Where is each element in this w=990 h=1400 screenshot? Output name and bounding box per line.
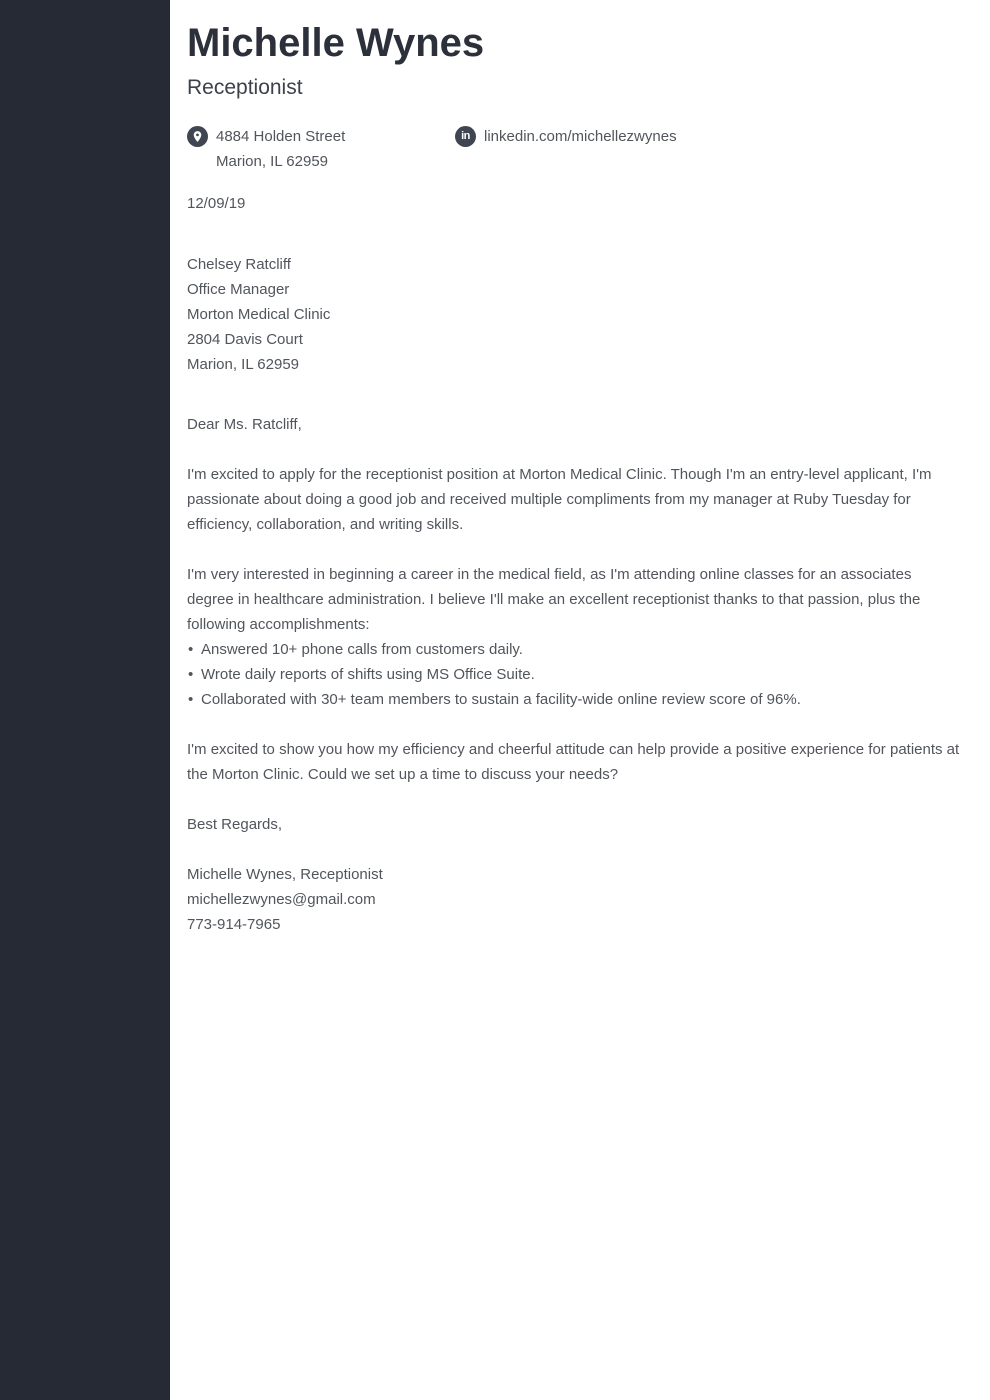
linkedin-icon [455, 126, 476, 147]
signature-name: Michelle Wynes, Receptionist [187, 866, 383, 883]
recipient-block [187, 252, 960, 377]
bullet-marker: • [188, 691, 194, 708]
signature-email: michellezwynes@gmail.com [187, 891, 376, 908]
accomplishment-item [187, 662, 960, 687]
applicant-job-title: Receptionist [187, 76, 303, 99]
contact-linkedin [455, 124, 677, 174]
accomplishments-list [187, 637, 960, 712]
salutation: Dear Ms. Ratcliff, [187, 416, 302, 433]
address-line-1: 4884 Holden Street [216, 128, 346, 145]
letter-date: 12/09/19 [187, 195, 246, 212]
linkedin-icon-glyph: in [461, 129, 470, 142]
recipient-name: Chelsey Ratcliff [187, 256, 291, 273]
cover-letter-page [170, 0, 990, 1400]
contact-row [187, 124, 960, 174]
recipient-street: 2804 Davis Court [187, 331, 303, 348]
signoff: Best Regards, [187, 816, 283, 833]
address-text [216, 124, 345, 174]
accomplishment-item [187, 687, 960, 712]
bullet-marker: • [188, 641, 194, 658]
paragraph-interest: I'm very interested in beginning a career in the medical field, as I'm attending online classes for an associates degree in healthcare administration. I believe I'll make an excellent receptionist thanks to that passion, plus the following accomplishments: [187, 566, 921, 633]
signature-block [187, 862, 960, 937]
linkedin-url-text: linkedin.com/michellezwynes [484, 128, 677, 145]
address-line-2: Marion, IL 62959 [216, 153, 329, 170]
applicant-name: Michelle Wynes [187, 21, 485, 65]
accomplishment-text: Collaborated with 30+ team members to sustain a facility-wide online review score of 96%. [201, 691, 801, 708]
paragraph-closing: I'm excited to show you how my efficiency and cheerful attitude can help provide a positive experience for patients at the Morton Clinic. Could we set up a time to discuss your needs? [187, 741, 960, 783]
bullet-marker: • [188, 666, 194, 683]
signature-phone: 773-914-7965 [187, 916, 281, 933]
accomplishment-text: Wrote daily reports of shifts using MS Office Suite. [201, 666, 535, 683]
location-pin-icon [187, 126, 208, 147]
recipient-city: Marion, IL 62959 [187, 356, 300, 373]
recipient-title: Office Manager [187, 281, 290, 298]
recipient-company: Morton Medical Clinic [187, 306, 331, 323]
accomplishment-text: Answered 10+ phone calls from customers daily. [201, 641, 523, 658]
paragraph-intro: I'm excited to apply for the receptionist position at Morton Medical Clinic. Though I'm an entry-level applicant, I'm passionate about doing a good job and received multiple compliments from my manager at Ruby Tuesday for efficiency, collaboration, and writing skills. [187, 466, 932, 533]
sidebar-accent-band [0, 0, 170, 1400]
contact-address [187, 124, 455, 174]
accomplishment-item [187, 637, 960, 662]
